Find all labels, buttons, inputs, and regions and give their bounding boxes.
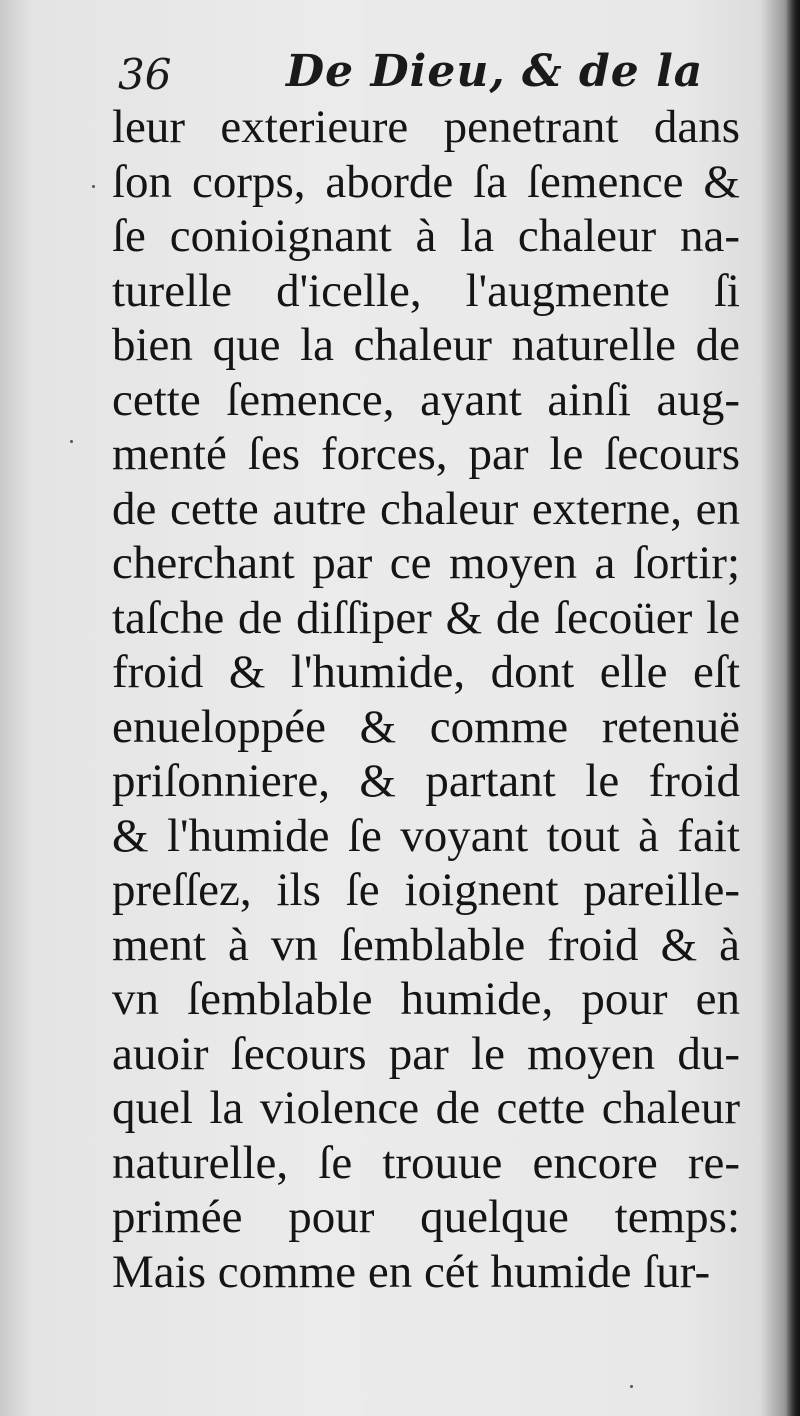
text-line: froid & l'humide, dont elle eſt xyxy=(112,646,740,698)
ink-speck xyxy=(92,185,95,188)
running-title: De Dieu, & de la xyxy=(286,46,704,97)
text-line: preſſez, ils ſe ioignent pareille- xyxy=(112,864,740,916)
text-line: ſe conioignant à la chaleur na- xyxy=(112,210,740,262)
text-line: vn ſemblable humide, pour en xyxy=(112,973,740,1025)
text-line: priſonniere, & partant le froid xyxy=(112,755,740,807)
text-line: quel la violence de cette chaleur xyxy=(112,1082,740,1134)
body-text xyxy=(112,100,740,1299)
text-line: ment à vn ſemblable froid & à xyxy=(112,918,740,971)
text-line: de cette autre chaleur externe, en xyxy=(112,482,740,535)
page-number: 36 xyxy=(118,50,172,99)
text-line: turelle d'icelle, l'augmente ſi xyxy=(112,264,740,317)
text-line: & l'humide ſe voyant tout à fait xyxy=(112,809,740,862)
text-line: cette ſemence, ayant ainſi aug- xyxy=(112,373,740,426)
text-line: cherchant par ce moyen a ſortir; xyxy=(112,537,740,589)
text-line: ſon corps, aborde ſa ſemence & xyxy=(112,155,740,208)
text-line: primée pour quelque temps: xyxy=(112,1191,740,1243)
spine-shadow xyxy=(786,0,800,1416)
text-line: taſche de diſſiper & de ſecoüer le xyxy=(112,591,740,644)
text-line: enueloppée & comme retenuë xyxy=(112,700,740,753)
text-line: bien que la chaleur naturelle de xyxy=(112,319,740,371)
text-line: menté ſes forces, par le ſecours xyxy=(112,428,740,480)
text-line: auoir ſecours par le moyen du- xyxy=(112,1027,740,1080)
text-line: naturelle, ſe trouue encore re- xyxy=(112,1136,740,1189)
text-line: Mais comme en cét humide ſur- xyxy=(112,1245,711,1298)
text-line: leur exterieure penetrant dans xyxy=(112,101,740,153)
ink-speck xyxy=(70,440,73,443)
ink-speck xyxy=(630,1385,633,1388)
